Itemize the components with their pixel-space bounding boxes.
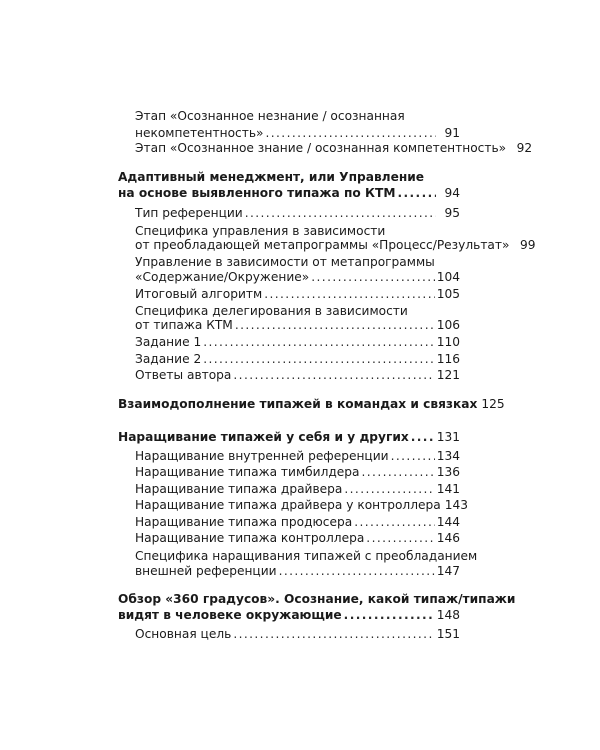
- dot-leader: [235, 316, 435, 334]
- toc-entry[interactable]: [135, 316, 460, 334]
- toc-entry-title: Наращивание типажа тимбилдера: [135, 465, 360, 479]
- toc-entry-page: 104: [436, 270, 460, 284]
- dot-leader: [397, 184, 436, 202]
- toc-entry[interactable]: [135, 496, 468, 514]
- dot-leader: [279, 562, 435, 580]
- toc-entry-page: 99: [519, 238, 536, 252]
- toc-entry-title: Специфика наращивания типажей с преобладанием: [135, 549, 478, 563]
- dot-leader: [203, 333, 435, 351]
- toc-chapter-title: Адаптивный менеджмент, или Управление: [118, 170, 425, 184]
- toc-entry-title: Ответы автора: [135, 368, 232, 382]
- toc-entry-page: 91: [444, 126, 460, 140]
- dot-leader: [411, 428, 435, 446]
- toc-entry[interactable]: [135, 107, 460, 125]
- toc-entry[interactable]: [135, 463, 460, 481]
- toc-entry-title: Итоговый алгоритм: [135, 287, 263, 301]
- toc-entry[interactable]: [135, 625, 460, 643]
- toc-entry-page: 147: [436, 564, 460, 578]
- dot-leader: [264, 285, 435, 303]
- toc-chapter-title: Взаимодополнение типажей в командах и связках: [118, 397, 478, 411]
- toc-entry-title: Наращивание типажа контроллера: [135, 531, 365, 545]
- toc-entry-title: Наращивание типажа продюсера: [135, 515, 353, 529]
- toc-chapter[interactable]: [118, 428, 460, 446]
- toc-entry[interactable]: [135, 529, 460, 547]
- toc-entry-page: 95: [444, 206, 460, 220]
- toc-entry[interactable]: [135, 366, 460, 384]
- dot-leader: [344, 606, 435, 624]
- toc-entry-title: внешней референции: [135, 564, 277, 578]
- toc-entry-title: некомпетентность»: [135, 126, 264, 140]
- toc-entry-title: Наращивание внутренней референции: [135, 449, 389, 463]
- toc-entry-title: Специфика управления в зависимости: [135, 224, 386, 238]
- toc-entry[interactable]: [135, 139, 533, 157]
- toc-entry-title: Управление в зависимости от метапрограммы: [135, 255, 435, 269]
- dot-leader: [362, 463, 435, 481]
- toc-entry-page: 136: [436, 465, 460, 479]
- toc-entry-title: от преобладающей метапрограммы «Процесс/Результат»: [135, 238, 510, 252]
- toc-entry[interactable]: [135, 268, 460, 286]
- toc-entry[interactable]: [135, 204, 460, 222]
- toc-entry-title: Основная цель: [135, 627, 232, 641]
- toc-entry-title: Наращивание типажа драйвера у контроллера: [135, 498, 441, 512]
- toc-entry-page: 116: [436, 352, 460, 366]
- toc-entry-page: 134: [436, 449, 460, 463]
- toc-entry-page: 151: [436, 627, 460, 641]
- toc-entry-title: Тип референции: [135, 206, 243, 220]
- toc-entry[interactable]: [135, 285, 460, 303]
- toc-chapter-page: 125: [481, 397, 505, 411]
- toc-entry-page: 121: [436, 368, 460, 382]
- toc-chapter-title: на основе выявленного типажа по КТМ: [118, 186, 396, 200]
- toc-entry-page: 141: [436, 482, 460, 496]
- toc-entry-page: 144: [436, 515, 460, 529]
- toc-entry-page: 110: [436, 335, 460, 349]
- toc-entry-title: Этап «Осознанное знание / осознанная компетентность»: [135, 141, 507, 155]
- dot-leader: [233, 366, 434, 384]
- toc-entry-title: Специфика делегирования в зависимости: [135, 304, 408, 318]
- dot-leader: [245, 204, 436, 222]
- toc-chapter-page: 94: [444, 186, 460, 200]
- dot-leader: [233, 625, 434, 643]
- toc-entry-title: Наращивание типажа драйвера: [135, 482, 343, 496]
- toc-entry-title: Задание 2: [135, 352, 202, 366]
- toc-chapter-title: видят в человеке окружающие: [118, 608, 342, 622]
- toc-entry-title: от типажа КТМ: [135, 318, 233, 332]
- dot-leader: [311, 268, 434, 286]
- toc-entry[interactable]: [135, 562, 460, 580]
- toc-entry-page: 92: [516, 141, 533, 155]
- toc-entry-title: «Содержание/Окружение»: [135, 270, 310, 284]
- toc-chapter-title: Обзор «360 градусов». Осознание, какой типаж/типажи: [118, 592, 516, 606]
- dot-leader: [366, 529, 434, 547]
- toc-chapter[interactable]: [118, 395, 505, 413]
- toc-chapter-page: 148: [436, 608, 460, 622]
- toc-entry[interactable]: [135, 333, 460, 351]
- toc-entry[interactable]: [135, 236, 536, 254]
- toc-entry-page: 105: [436, 287, 460, 301]
- toc-chapter-page: 131: [436, 430, 460, 444]
- toc-entry-title: Задание 1: [135, 335, 202, 349]
- toc-chapter[interactable]: [118, 606, 460, 624]
- toc-entry-title: Этап «Осознанное незнание / осознанная: [135, 109, 405, 123]
- toc-entry-page: 106: [436, 318, 460, 332]
- toc-chapter-title: Наращивание типажей у себя и у других: [118, 430, 409, 444]
- toc-entry-page: 143: [444, 498, 468, 512]
- toc-entry-page: 146: [436, 531, 460, 545]
- toc-chapter[interactable]: [118, 184, 460, 202]
